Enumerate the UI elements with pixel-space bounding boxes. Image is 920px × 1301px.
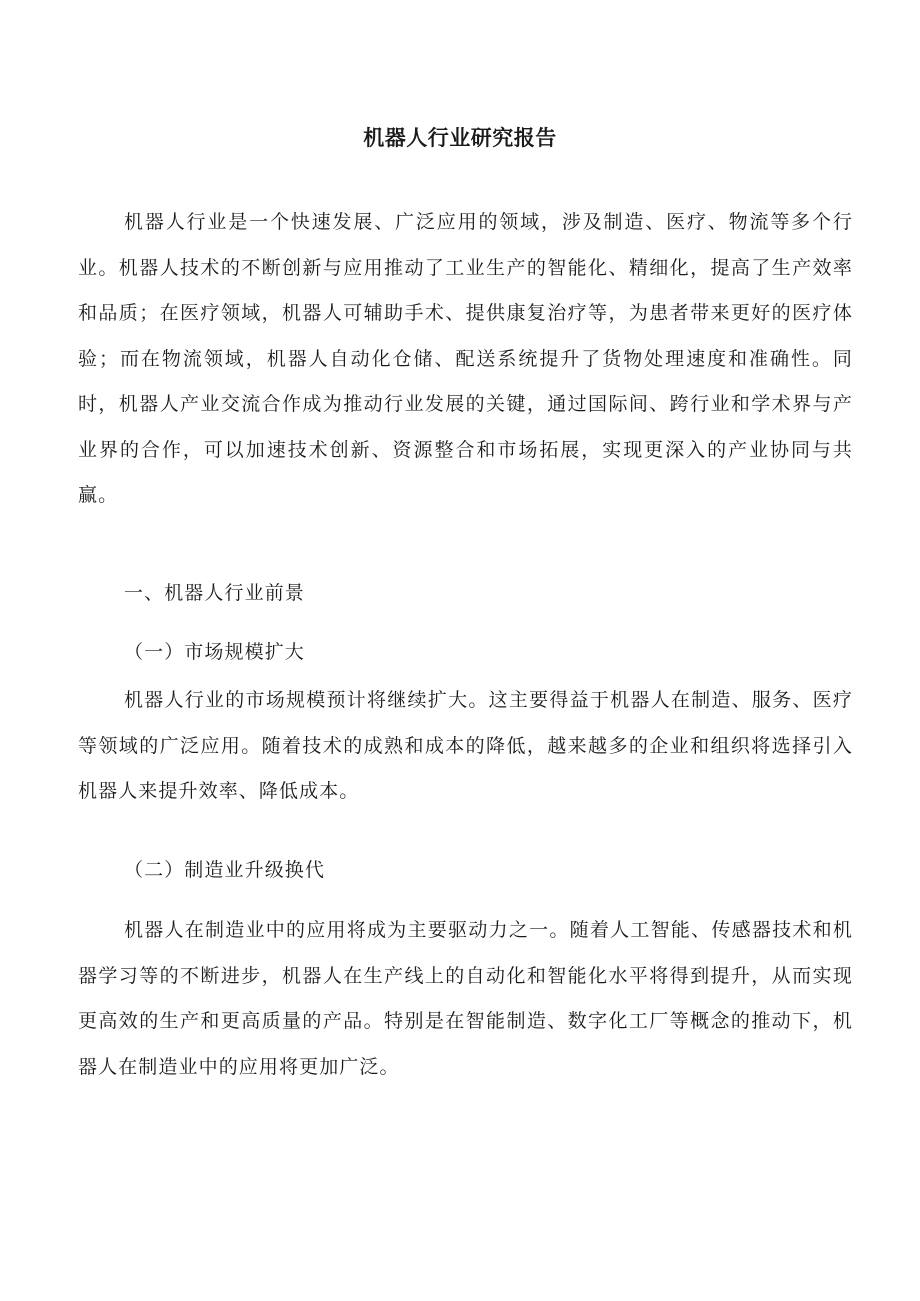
market-scale-paragraph: 机器人行业的市场规模预计将继续扩大。这主要得益于机器人在制造、服务、医疗等领域的广泛应用。随着技术的成熟和成本的降低，越来越多的企业和组织将选择引入机器人来提升效率、降低成本。 xyxy=(78,689,853,802)
manufacturing-upgrade-paragraph: 机器人在制造业中的应用将成为主要驱动力之一。随着人工智能、传感器技术和机器学习等的不断进步，机器人在生产线上的自动化和智能化水平将得到提升，从而实现更高效的生产和更高质量的产品。特别是在智能制造、数字化工厂等概念的推动下，机器人在制造业中的应用将更加广泛。 xyxy=(78,919,853,1078)
section-heading-prospects: 一、机器人行业前景 xyxy=(124,582,305,604)
document-title: 机器人行业研究报告 xyxy=(363,126,557,150)
subsection-heading-manufacturing-upgrade: （二）制造业升级换代 xyxy=(124,859,326,881)
intro-paragraph: 机器人行业是一个快速发展、广泛应用的领域，涉及制造、医疗、物流等多个行业。机器人技术的不断创新与应用推动了工业生产的智能化、精细化，提高了生产效率和品质；在医疗领域，机器人可辅助手术、提供康复治疗等，为患者带来更好的医疗体验；而在物流领域，机器人自动化仓储、配送系统提升了货物处理速度和准确性。同时，机器人产业交流合作成为推动行业发展的关键，通过国际间、跨行业和学术界与产业界的合作，可以加速技术创新、资源整合和市场拓展，实现更深入的产业协同与共赢。 xyxy=(78,211,853,506)
subsection-heading-market-scale: （一）市场规模扩大 xyxy=(124,641,305,663)
